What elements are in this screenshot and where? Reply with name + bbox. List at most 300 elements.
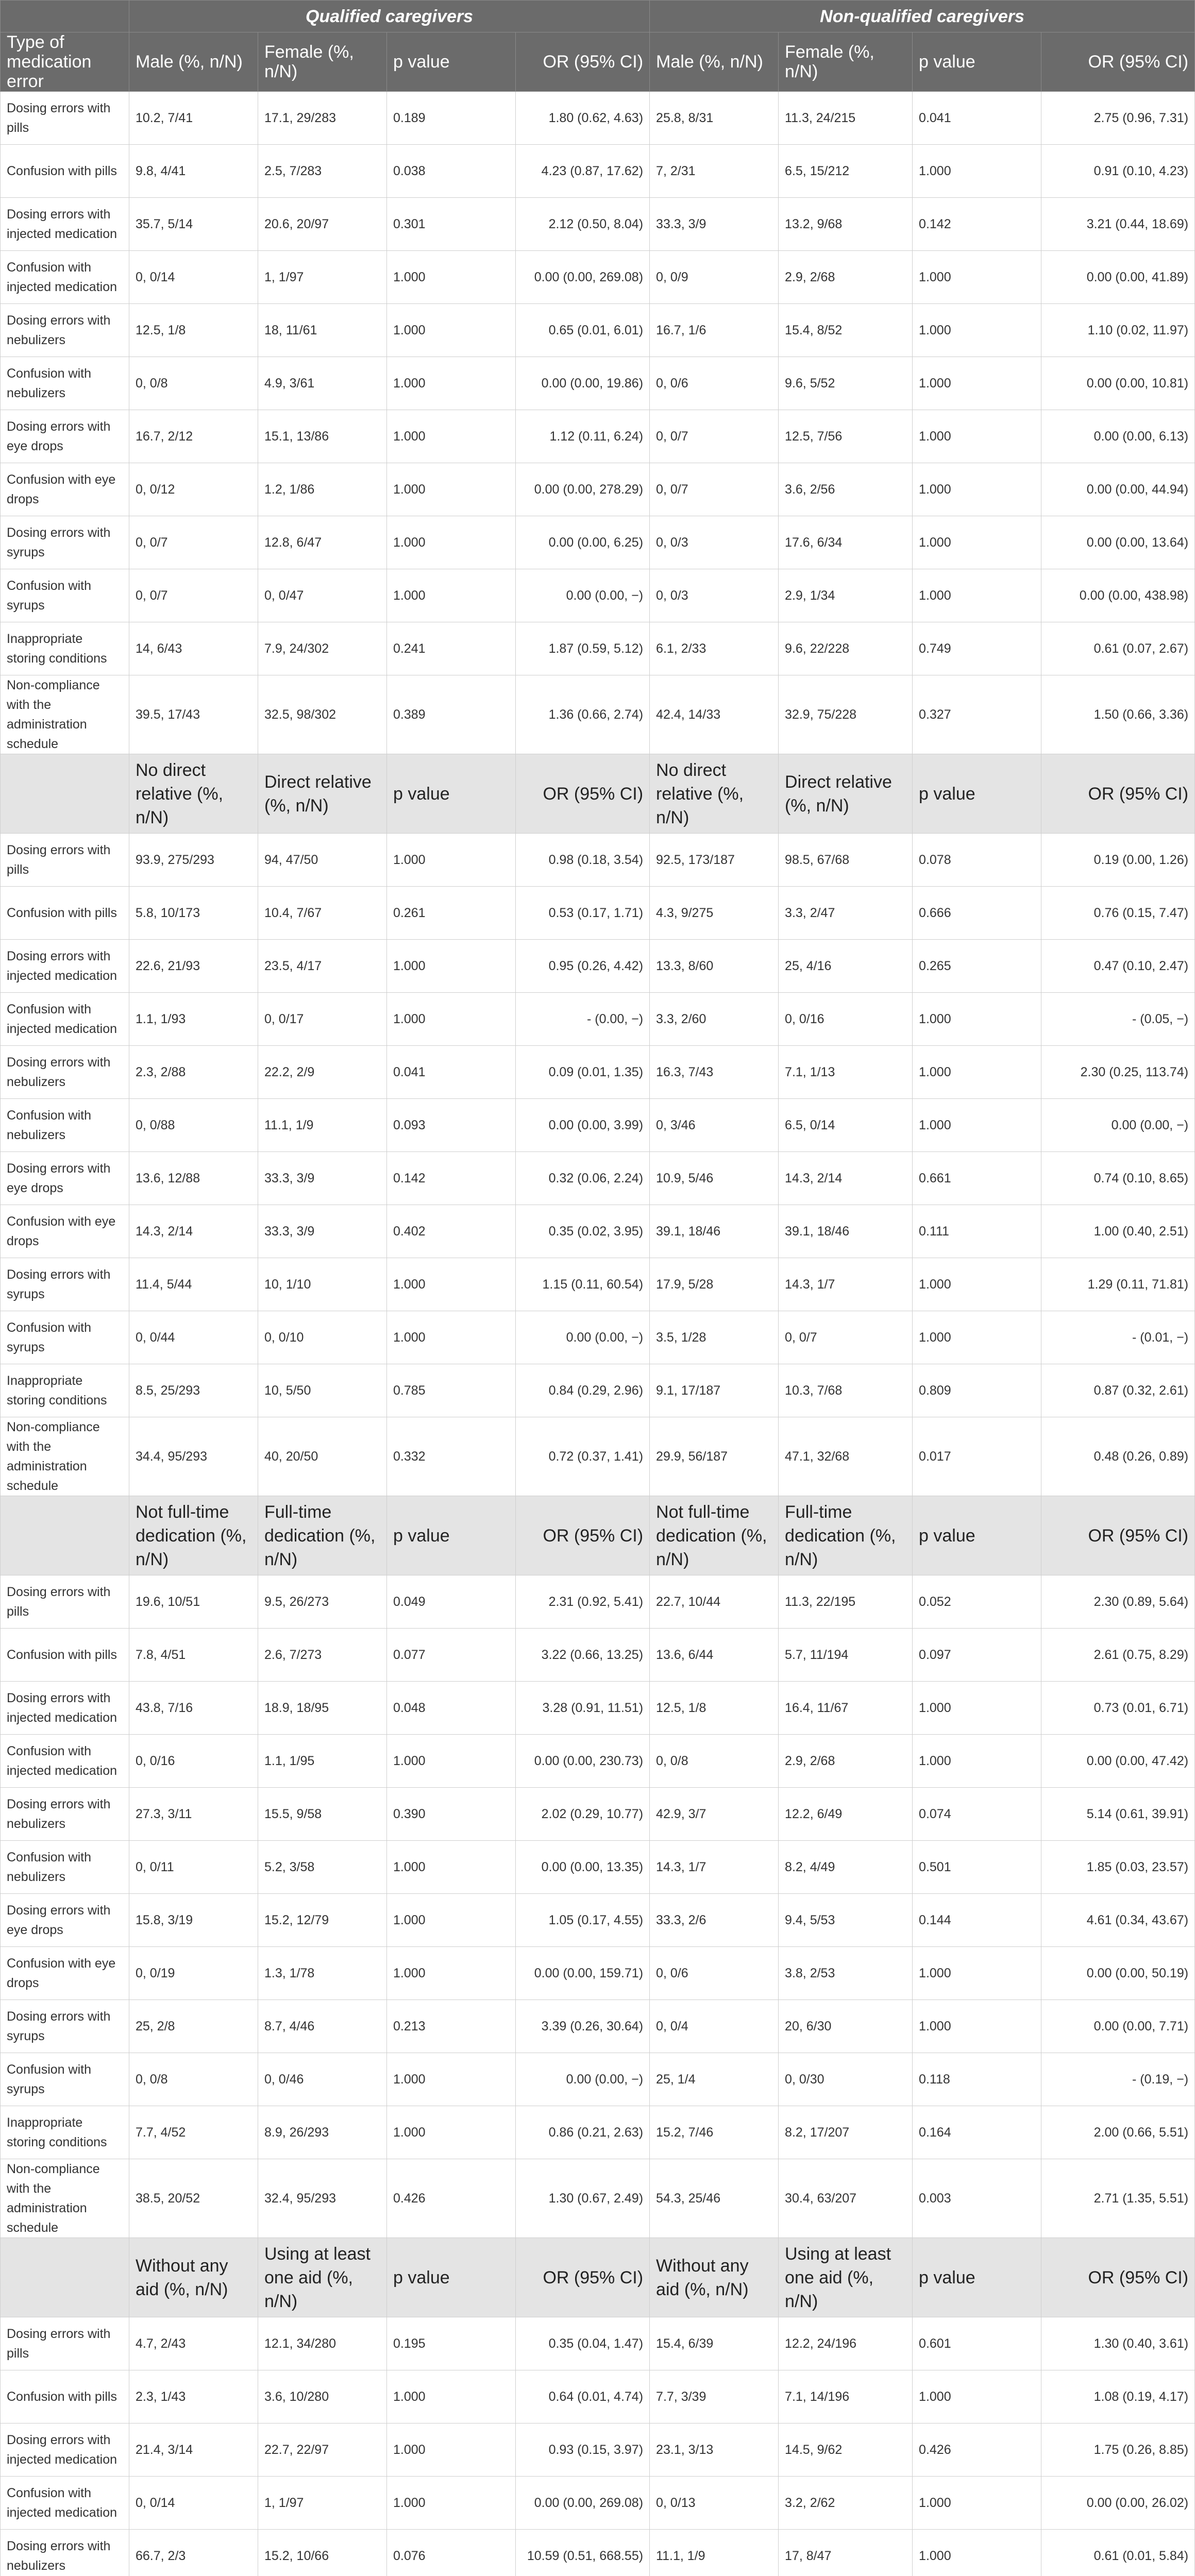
value-cell: 13.6, 6/44 (650, 1629, 779, 1682)
value-cell: 15.1, 13/86 (258, 410, 387, 463)
value-cell: 9.1, 17/187 (650, 1364, 779, 1417)
column-header: p value (387, 32, 516, 92)
error-type-cell: Dosing errors with pills (1, 92, 129, 145)
value-cell: 1.000 (913, 251, 1041, 304)
table-row (1, 1311, 1195, 1364)
value-cell: 0.00 (0.00, −) (516, 1311, 650, 1364)
table-row (1, 834, 1195, 887)
table-row (1, 675, 1195, 754)
value-cell: 15.2, 10/66 (258, 2530, 387, 2576)
value-cell: 0.097 (913, 1629, 1041, 1682)
table-row (1, 251, 1195, 304)
value-cell: 3.8, 2/53 (779, 1947, 913, 2000)
value-cell: 35.7, 5/14 (129, 198, 258, 251)
value-cell: 42.4, 14/33 (650, 675, 779, 754)
value-cell: 0, 0/16 (129, 1735, 258, 1788)
column-header: Direct relative (%, n/N) (258, 754, 387, 834)
value-cell: 0.301 (387, 198, 516, 251)
value-cell: 1.000 (387, 251, 516, 304)
value-cell: 0.389 (387, 675, 516, 754)
value-cell: 19.6, 10/51 (129, 1575, 258, 1629)
error-type-cell: Dosing errors with injected medication (1, 198, 129, 251)
value-cell: 1.08 (0.19, 4.17) (1041, 2370, 1195, 2424)
value-cell: 27.3, 3/11 (129, 1788, 258, 1841)
error-type-cell: Dosing errors with eye drops (1, 1894, 129, 1947)
value-cell: 0.785 (387, 1364, 516, 1417)
value-cell: 1.000 (913, 1311, 1041, 1364)
value-cell: 0.00 (0.00, 230.73) (516, 1735, 650, 1788)
value-cell: 0, 0/88 (129, 1099, 258, 1152)
error-type-cell: Confusion with nebulizers (1, 1841, 129, 1894)
value-cell: 0.19 (0.00, 1.26) (1041, 834, 1195, 887)
value-cell: 2.5, 7/283 (258, 145, 387, 198)
group-header-row (1, 1496, 1195, 1575)
value-cell: 16.7, 2/12 (129, 410, 258, 463)
value-cell: 4.61 (0.34, 43.67) (1041, 1894, 1195, 1947)
value-cell: 0.00 (0.00, 159.71) (516, 1947, 650, 2000)
column-header: OR (95% CI) (1041, 2238, 1195, 2317)
table-row (1, 2370, 1195, 2424)
table-row (1, 1894, 1195, 1947)
value-cell: 1.000 (387, 834, 516, 887)
value-cell: 6.1, 2/33 (650, 622, 779, 675)
error-type-cell: Confusion with eye drops (1, 1947, 129, 2000)
value-cell: 1.000 (387, 2106, 516, 2159)
value-cell: 2.61 (0.75, 8.29) (1041, 1629, 1195, 1682)
value-cell: 1.000 (913, 1735, 1041, 1788)
table-row (1, 410, 1195, 463)
value-cell: 2.3, 2/88 (129, 1046, 258, 1099)
value-cell: 16.7, 1/6 (650, 304, 779, 357)
value-cell: 0.049 (387, 1575, 516, 1629)
value-cell: 14.3, 2/14 (129, 1205, 258, 1258)
value-cell: 0, 0/10 (258, 1311, 387, 1364)
value-cell: 0, 0/12 (129, 463, 258, 516)
table-row (1, 516, 1195, 569)
value-cell: 0.84 (0.29, 2.96) (516, 1364, 650, 1417)
group-header-row (1, 32, 1195, 92)
value-cell: 0, 0/7 (650, 463, 779, 516)
value-cell: 1.000 (387, 569, 516, 622)
value-cell: 0.074 (913, 1788, 1041, 1841)
value-cell: 3.28 (0.91, 11.51) (516, 1682, 650, 1735)
error-type-cell: Confusion with injected medication (1, 993, 129, 1046)
column-header: Female (%, n/N) (779, 32, 913, 92)
value-cell: 0.00 (0.00, 6.25) (516, 516, 650, 569)
value-cell: 1.000 (913, 145, 1041, 198)
value-cell: 18, 11/61 (258, 304, 387, 357)
value-cell: 0.052 (913, 1575, 1041, 1629)
value-cell: 7, 2/31 (650, 145, 779, 198)
value-cell: 1.15 (0.11, 60.54) (516, 1258, 650, 1311)
error-type-cell: Non-compliance with the administration schedule (1, 675, 129, 754)
value-cell: 4.23 (0.87, 17.62) (516, 145, 650, 198)
column-header: Without any aid (%, n/N) (650, 2238, 779, 2317)
value-cell: 10.3, 7/68 (779, 1364, 913, 1417)
value-cell: 0, 0/3 (650, 569, 779, 622)
value-cell: 29.9, 56/187 (650, 1417, 779, 1496)
error-type-cell: Non-compliance with the administration schedule (1, 2159, 129, 2238)
table-row (1, 145, 1195, 198)
value-cell: 2.30 (0.25, 113.74) (1041, 1046, 1195, 1099)
value-cell: 15.5, 9/58 (258, 1788, 387, 1841)
value-cell: 1.000 (913, 1099, 1041, 1152)
value-cell: 2.9, 1/34 (779, 569, 913, 622)
value-cell: 25, 4/16 (779, 940, 913, 993)
group-corner-cell (1, 2238, 129, 2317)
value-cell: 15.8, 3/19 (129, 1894, 258, 1947)
value-cell: 9.5, 26/273 (258, 1575, 387, 1629)
value-cell: 0.61 (0.01, 5.84) (1041, 2530, 1195, 2576)
value-cell: 0.00 (0.00, 269.08) (516, 251, 650, 304)
value-cell: 0.72 (0.37, 1.41) (516, 1417, 650, 1496)
error-type-cell: Inappropriate storing conditions (1, 622, 129, 675)
column-header: p value (387, 2238, 516, 2317)
value-cell: 1.000 (387, 2477, 516, 2530)
value-cell: 1.000 (387, 1841, 516, 1894)
value-cell: 1.000 (913, 569, 1041, 622)
value-cell: 0, 0/4 (650, 2000, 779, 2053)
column-header: OR (95% CI) (1041, 1496, 1195, 1575)
value-cell: 0, 0/6 (650, 357, 779, 410)
column-header: No direct relative (%, n/N) (129, 754, 258, 834)
value-cell: 0.093 (387, 1099, 516, 1152)
value-cell: 0.332 (387, 1417, 516, 1496)
value-cell: 16.3, 7/43 (650, 1046, 779, 1099)
table-row (1, 1629, 1195, 1682)
table-row (1, 357, 1195, 410)
value-cell: 11.3, 22/195 (779, 1575, 913, 1629)
value-cell: 1.000 (387, 357, 516, 410)
column-header: p value (387, 1496, 516, 1575)
table-row (1, 1682, 1195, 1735)
value-cell: 0, 0/7 (129, 516, 258, 569)
error-type-cell: Dosing errors with syrups (1, 1258, 129, 1311)
value-cell: 11.3, 24/215 (779, 92, 913, 145)
value-cell: 2.12 (0.50, 8.04) (516, 198, 650, 251)
value-cell: 0.189 (387, 92, 516, 145)
value-cell: 0, 0/47 (258, 569, 387, 622)
column-header: OR (95% CI) (516, 1496, 650, 1575)
value-cell: - (0.00, −) (516, 993, 650, 1046)
value-cell: 22.2, 2/9 (258, 1046, 387, 1099)
value-cell: 0.078 (913, 834, 1041, 887)
value-cell: 33.3, 2/6 (650, 1894, 779, 1947)
value-cell: 2.9, 2/68 (779, 251, 913, 304)
value-cell: 3.6, 10/280 (258, 2370, 387, 2424)
value-cell: 1.000 (387, 2370, 516, 2424)
value-cell: 54.3, 25/46 (650, 2159, 779, 2238)
value-cell: 34.4, 95/293 (129, 1417, 258, 1496)
error-type-cell: Dosing errors with injected medication (1, 2424, 129, 2477)
column-header: p value (387, 754, 516, 834)
column-header: OR (95% CI) (516, 754, 650, 834)
value-cell: 8.2, 4/49 (779, 1841, 913, 1894)
column-header: No direct relative (%, n/N) (650, 754, 779, 834)
value-cell: 14.5, 9/62 (779, 2424, 913, 2477)
value-cell: 1.000 (913, 2530, 1041, 2576)
corner-cell (1, 1, 129, 32)
value-cell: 0.00 (0.00, 50.19) (1041, 1947, 1195, 2000)
error-type-cell: Confusion with syrups (1, 569, 129, 622)
value-cell: 1.000 (913, 304, 1041, 357)
value-cell: 3.22 (0.66, 13.25) (516, 1629, 650, 1682)
value-cell: - (0.05, −) (1041, 993, 1195, 1046)
value-cell: 5.2, 3/58 (258, 1841, 387, 1894)
value-cell: 1.000 (913, 2000, 1041, 2053)
value-cell: 0.00 (0.00, 47.42) (1041, 1735, 1195, 1788)
value-cell: 17, 8/47 (779, 2530, 913, 2576)
value-cell: 4.9, 3/61 (258, 357, 387, 410)
value-cell: 3.3, 2/47 (779, 887, 913, 940)
table-row (1, 1099, 1195, 1152)
value-cell: 10, 5/50 (258, 1364, 387, 1417)
value-cell: 0.00 (0.00, 438.98) (1041, 569, 1195, 622)
value-cell: 1.000 (387, 1894, 516, 1947)
value-cell: 0.144 (913, 1894, 1041, 1947)
value-cell: 2.30 (0.89, 5.64) (1041, 1575, 1195, 1629)
value-cell: 7.1, 1/13 (779, 1046, 913, 1099)
value-cell: 39.1, 18/46 (779, 1205, 913, 1258)
value-cell: 8.7, 4/46 (258, 2000, 387, 2053)
column-header: Direct relative (%, n/N) (779, 754, 913, 834)
value-cell: 11.1, 1/9 (650, 2530, 779, 2576)
error-type-cell: Confusion with nebulizers (1, 357, 129, 410)
value-cell: 22.6, 21/93 (129, 940, 258, 993)
table-row (1, 2000, 1195, 2053)
value-cell: 1.000 (913, 463, 1041, 516)
value-cell: 12.1, 34/280 (258, 2317, 387, 2370)
error-type-cell: Confusion with pills (1, 2370, 129, 2424)
value-cell: 12.5, 7/56 (779, 410, 913, 463)
value-cell: 2.31 (0.92, 5.41) (516, 1575, 650, 1629)
value-cell: 0.32 (0.06, 2.24) (516, 1152, 650, 1205)
value-cell: 1.000 (387, 516, 516, 569)
error-type-cell: Dosing errors with injected medication (1, 940, 129, 993)
value-cell: 0.00 (0.00, 26.02) (1041, 2477, 1195, 2530)
value-cell: 0, 0/8 (650, 1735, 779, 1788)
value-cell: 0.00 (0.00, 13.64) (1041, 516, 1195, 569)
value-cell: 0.09 (0.01, 1.35) (516, 1046, 650, 1099)
value-cell: 1.000 (387, 463, 516, 516)
value-cell: 1.000 (913, 2370, 1041, 2424)
error-type-cell: Non-compliance with the administration schedule (1, 1417, 129, 1496)
table-row (1, 304, 1195, 357)
table-row (1, 1575, 1195, 1629)
value-cell: 1.10 (0.02, 11.97) (1041, 304, 1195, 357)
value-cell: 13.3, 8/60 (650, 940, 779, 993)
value-cell: 0.666 (913, 887, 1041, 940)
value-cell: 0.038 (387, 145, 516, 198)
value-cell: 93.9, 275/293 (129, 834, 258, 887)
value-cell: 23.5, 4/17 (258, 940, 387, 993)
value-cell: 0.00 (0.00, 10.81) (1041, 357, 1195, 410)
value-cell: 9.8, 4/41 (129, 145, 258, 198)
column-header: Full-time dedication (%, n/N) (258, 1496, 387, 1575)
value-cell: 1.36 (0.66, 2.74) (516, 675, 650, 754)
error-type-cell: Confusion with syrups (1, 2053, 129, 2106)
value-cell: 1.00 (0.40, 2.51) (1041, 1205, 1195, 1258)
value-cell: 12.5, 1/8 (650, 1682, 779, 1735)
error-type-cell: Inappropriate storing conditions (1, 1364, 129, 1417)
value-cell: 0, 3/46 (650, 1099, 779, 1152)
value-cell: 17.6, 6/34 (779, 516, 913, 569)
value-cell: 8.9, 26/293 (258, 2106, 387, 2159)
value-cell: 33.3, 3/9 (258, 1152, 387, 1205)
value-cell: 11.4, 5/44 (129, 1258, 258, 1311)
value-cell: 0, 0/44 (129, 1311, 258, 1364)
value-cell: - (0.19, −) (1041, 2053, 1195, 2106)
value-cell: 1.000 (387, 1735, 516, 1788)
value-cell: 12.8, 6/47 (258, 516, 387, 569)
value-cell: 13.2, 9/68 (779, 198, 913, 251)
column-header: p value (913, 754, 1041, 834)
value-cell: 1.000 (913, 1258, 1041, 1311)
value-cell: 0.048 (387, 1682, 516, 1735)
value-cell: 0.00 (0.00, −) (516, 2053, 650, 2106)
value-cell: 0.213 (387, 2000, 516, 2053)
table-row (1, 2159, 1195, 2238)
value-cell: 3.3, 2/60 (650, 993, 779, 1046)
value-cell: 1.50 (0.66, 3.36) (1041, 675, 1195, 754)
value-cell: 0, 0/7 (779, 1311, 913, 1364)
value-cell: 0.501 (913, 1841, 1041, 1894)
value-cell: 9.4, 5/53 (779, 1894, 913, 1947)
value-cell: 1.000 (387, 1311, 516, 1364)
value-cell: 2.00 (0.66, 5.51) (1041, 2106, 1195, 2159)
value-cell: 0.327 (913, 675, 1041, 754)
value-cell: 14, 6/43 (129, 622, 258, 675)
column-header: Without any aid (%, n/N) (129, 2238, 258, 2317)
column-header: Using at least one aid (%, n/N) (779, 2238, 913, 2317)
value-cell: 1.000 (387, 410, 516, 463)
table-row (1, 1046, 1195, 1099)
value-cell: 0.35 (0.02, 3.95) (516, 1205, 650, 1258)
value-cell: 3.21 (0.44, 18.69) (1041, 198, 1195, 251)
value-cell: 6.5, 15/212 (779, 145, 913, 198)
value-cell: 32.4, 95/293 (258, 2159, 387, 2238)
value-cell: 32.5, 98/302 (258, 675, 387, 754)
error-type-cell: Dosing errors with pills (1, 834, 129, 887)
value-cell: 10.9, 5/46 (650, 1152, 779, 1205)
value-cell: 1.75 (0.26, 8.85) (1041, 2424, 1195, 2477)
value-cell: 0.402 (387, 1205, 516, 1258)
value-cell: 0.73 (0.01, 6.71) (1041, 1682, 1195, 1735)
column-header: Male (%, n/N) (129, 32, 258, 92)
error-type-cell: Dosing errors with injected medication (1, 1682, 129, 1735)
value-cell: 20.6, 20/97 (258, 198, 387, 251)
value-cell: 0, 0/14 (129, 251, 258, 304)
error-type-cell: Confusion with eye drops (1, 1205, 129, 1258)
value-cell: 15.2, 12/79 (258, 1894, 387, 1947)
table-row (1, 198, 1195, 251)
value-cell: 14.3, 2/14 (779, 1152, 913, 1205)
table-row (1, 622, 1195, 675)
value-cell: 9.6, 22/228 (779, 622, 913, 675)
column-header: Not full-time dedication (%, n/N) (129, 1496, 258, 1575)
column-header: Not full-time dedication (%, n/N) (650, 1496, 779, 1575)
value-cell: 14.3, 1/7 (779, 1258, 913, 1311)
table-row (1, 2106, 1195, 2159)
error-type-cell: Dosing errors with pills (1, 2317, 129, 2370)
value-cell: 8.2, 17/207 (779, 2106, 913, 2159)
error-type-cell: Dosing errors with syrups (1, 2000, 129, 2053)
value-cell: 1.1, 1/95 (258, 1735, 387, 1788)
value-cell: 0.65 (0.01, 6.01) (516, 304, 650, 357)
table-row (1, 92, 1195, 145)
value-cell: 0, 0/17 (258, 993, 387, 1046)
value-cell: 15.4, 8/52 (779, 304, 913, 357)
value-cell: 1, 1/97 (258, 251, 387, 304)
table-row (1, 1947, 1195, 2000)
column-header: OR (95% CI) (516, 32, 650, 92)
table-row (1, 1841, 1195, 1894)
value-cell: 0, 0/8 (129, 357, 258, 410)
value-cell: 0.164 (913, 2106, 1041, 2159)
value-cell: 0.111 (913, 1205, 1041, 1258)
value-cell: 33.3, 3/9 (258, 1205, 387, 1258)
value-cell: 0.00 (0.00, 7.71) (1041, 2000, 1195, 2053)
value-cell: 4.3, 9/275 (650, 887, 779, 940)
value-cell: 0, 0/14 (129, 2477, 258, 2530)
value-cell: 22.7, 10/44 (650, 1575, 779, 1629)
error-type-cell: Dosing errors with nebulizers (1, 1788, 129, 1841)
value-cell: 0.53 (0.17, 1.71) (516, 887, 650, 940)
value-cell: 0.98 (0.18, 3.54) (516, 834, 650, 887)
value-cell: 30.4, 63/207 (779, 2159, 913, 2238)
error-type-cell: Inappropriate storing conditions (1, 2106, 129, 2159)
value-cell: 10.4, 7/67 (258, 887, 387, 940)
value-cell: 1.2, 1/86 (258, 463, 387, 516)
value-cell: 1.000 (387, 993, 516, 1046)
value-cell: 1.000 (913, 2477, 1041, 2530)
value-cell: 15.2, 7/46 (650, 2106, 779, 2159)
value-cell: 0.35 (0.04, 1.47) (516, 2317, 650, 2370)
error-type-cell: Confusion with syrups (1, 1311, 129, 1364)
value-cell: 1.12 (0.11, 6.24) (516, 410, 650, 463)
table-row (1, 1258, 1195, 1311)
value-cell: 7.7, 3/39 (650, 2370, 779, 2424)
value-cell: 15.4, 6/39 (650, 2317, 779, 2370)
value-cell: 0, 0/30 (779, 2053, 913, 2106)
caregiver-group-header-row (1, 1, 1195, 32)
value-cell: 7.9, 24/302 (258, 622, 387, 675)
value-cell: 12.2, 24/196 (779, 2317, 913, 2370)
value-cell: 1.3, 1/78 (258, 1947, 387, 2000)
value-cell: 0, 0/11 (129, 1841, 258, 1894)
error-type-cell: Confusion with pills (1, 887, 129, 940)
value-cell: 0.241 (387, 622, 516, 675)
value-cell: 0.661 (913, 1152, 1041, 1205)
value-cell: 0.261 (387, 887, 516, 940)
value-cell: 0.809 (913, 1364, 1041, 1417)
group-corner-cell (1, 754, 129, 834)
error-type-cell: Dosing errors with pills (1, 1575, 129, 1629)
value-cell: 0.00 (0.00, 269.08) (516, 2477, 650, 2530)
value-cell: 42.9, 3/7 (650, 1788, 779, 1841)
value-cell: 25.8, 8/31 (650, 92, 779, 145)
column-header: OR (95% CI) (516, 2238, 650, 2317)
column-header: p value (913, 1496, 1041, 1575)
value-cell: 1.000 (913, 1947, 1041, 2000)
value-cell: 0.95 (0.26, 4.42) (516, 940, 650, 993)
value-cell: 10.59 (0.51, 668.55) (516, 2530, 650, 2576)
value-cell: 14.3, 1/7 (650, 1841, 779, 1894)
table-row (1, 463, 1195, 516)
value-cell: 1.000 (387, 1258, 516, 1311)
value-cell: 1.000 (913, 410, 1041, 463)
value-cell: 12.5, 1/8 (129, 304, 258, 357)
